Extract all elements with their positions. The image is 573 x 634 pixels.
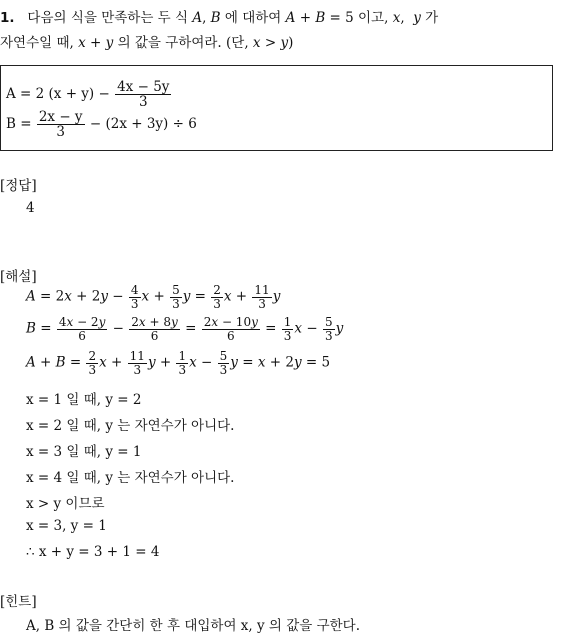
solution-step-b: B = $\frac{4x - 2y}{6}$ − $\frac{2x + 8y}{6}$ = $\frac{2x - 10y}{6}$ = $\frac{1}{3}$ x − $\frac{5}{3}$ y: [26, 315, 344, 343]
solution-line: x > y 이므로: [26, 496, 105, 512]
problem-number: 1.: [0, 10, 15, 26]
answer-value: 4: [26, 200, 35, 216]
problem-text-a: 다음의 식을 만족하는 두 식: [27, 10, 189, 26]
problem-text-f: 의 값을 구하여라. (단,: [117, 35, 249, 51]
problem-text-c: 이고,: [358, 10, 389, 26]
equation-a: A = 2 (x + y) − $\frac{4x - 5y}{3}$: [6, 79, 170, 111]
hint-heading: [힌트]: [0, 594, 37, 610]
equation-b: B = $\frac{2x - y}{3}$ − (2x + 3y) ÷ 6: [6, 109, 197, 141]
fraction: $\frac{2x - y}{3}$: [38, 109, 83, 141]
solution-line: x = 2 일 때, y 는 자연수가 아니다.: [26, 418, 235, 434]
problem-text-b: 에 대하여: [224, 10, 282, 26]
problem-text-g: ): [288, 35, 294, 51]
problem-text-d: 가: [425, 10, 439, 26]
solution-line: x = 1 일 때, y = 2: [26, 392, 142, 408]
solution-line: ∴ x + y = 3 + 1 = 4: [26, 544, 160, 560]
problem-line-1: 1. 다음의 식을 만족하는 두 식 A, B 에 대하여 A + B = 5 이고, x, y 가: [0, 10, 439, 26]
solution-line: x = 3, y = 1: [26, 518, 107, 534]
solution-heading: [해설]: [0, 269, 37, 285]
solution-line: x = 3 일 때, y = 1: [26, 444, 142, 460]
problem-line-2: 자연수일 때, x + y 의 값을 구하여라. (단, x > y): [0, 35, 294, 51]
solution-step-sum: A + B = $\frac{2}{3}$ x + $\frac{11}{3}$ y + $\frac{1}{3}$ x − $\frac{5}{3}$ y = x + 2y = 5: [26, 349, 331, 377]
fraction: $\frac{4x - 5y}{3}$: [117, 79, 170, 111]
problem-text-e: 자연수일 때,: [0, 35, 74, 51]
solution-step-a: A = 2x + 2y − $\frac{4}{3}$ x + $\frac{5}{3}$ y = $\frac{2}{3}$ x + $\frac{11}{3}$ y: [26, 283, 281, 311]
solution-line: x = 4 일 때, y 는 자연수가 아니다.: [26, 470, 235, 486]
hint-text: A, B 의 값을 간단히 한 후 대입하여 x, y 의 값을 구한다.: [26, 618, 361, 634]
answer-heading: [정답]: [0, 178, 37, 194]
